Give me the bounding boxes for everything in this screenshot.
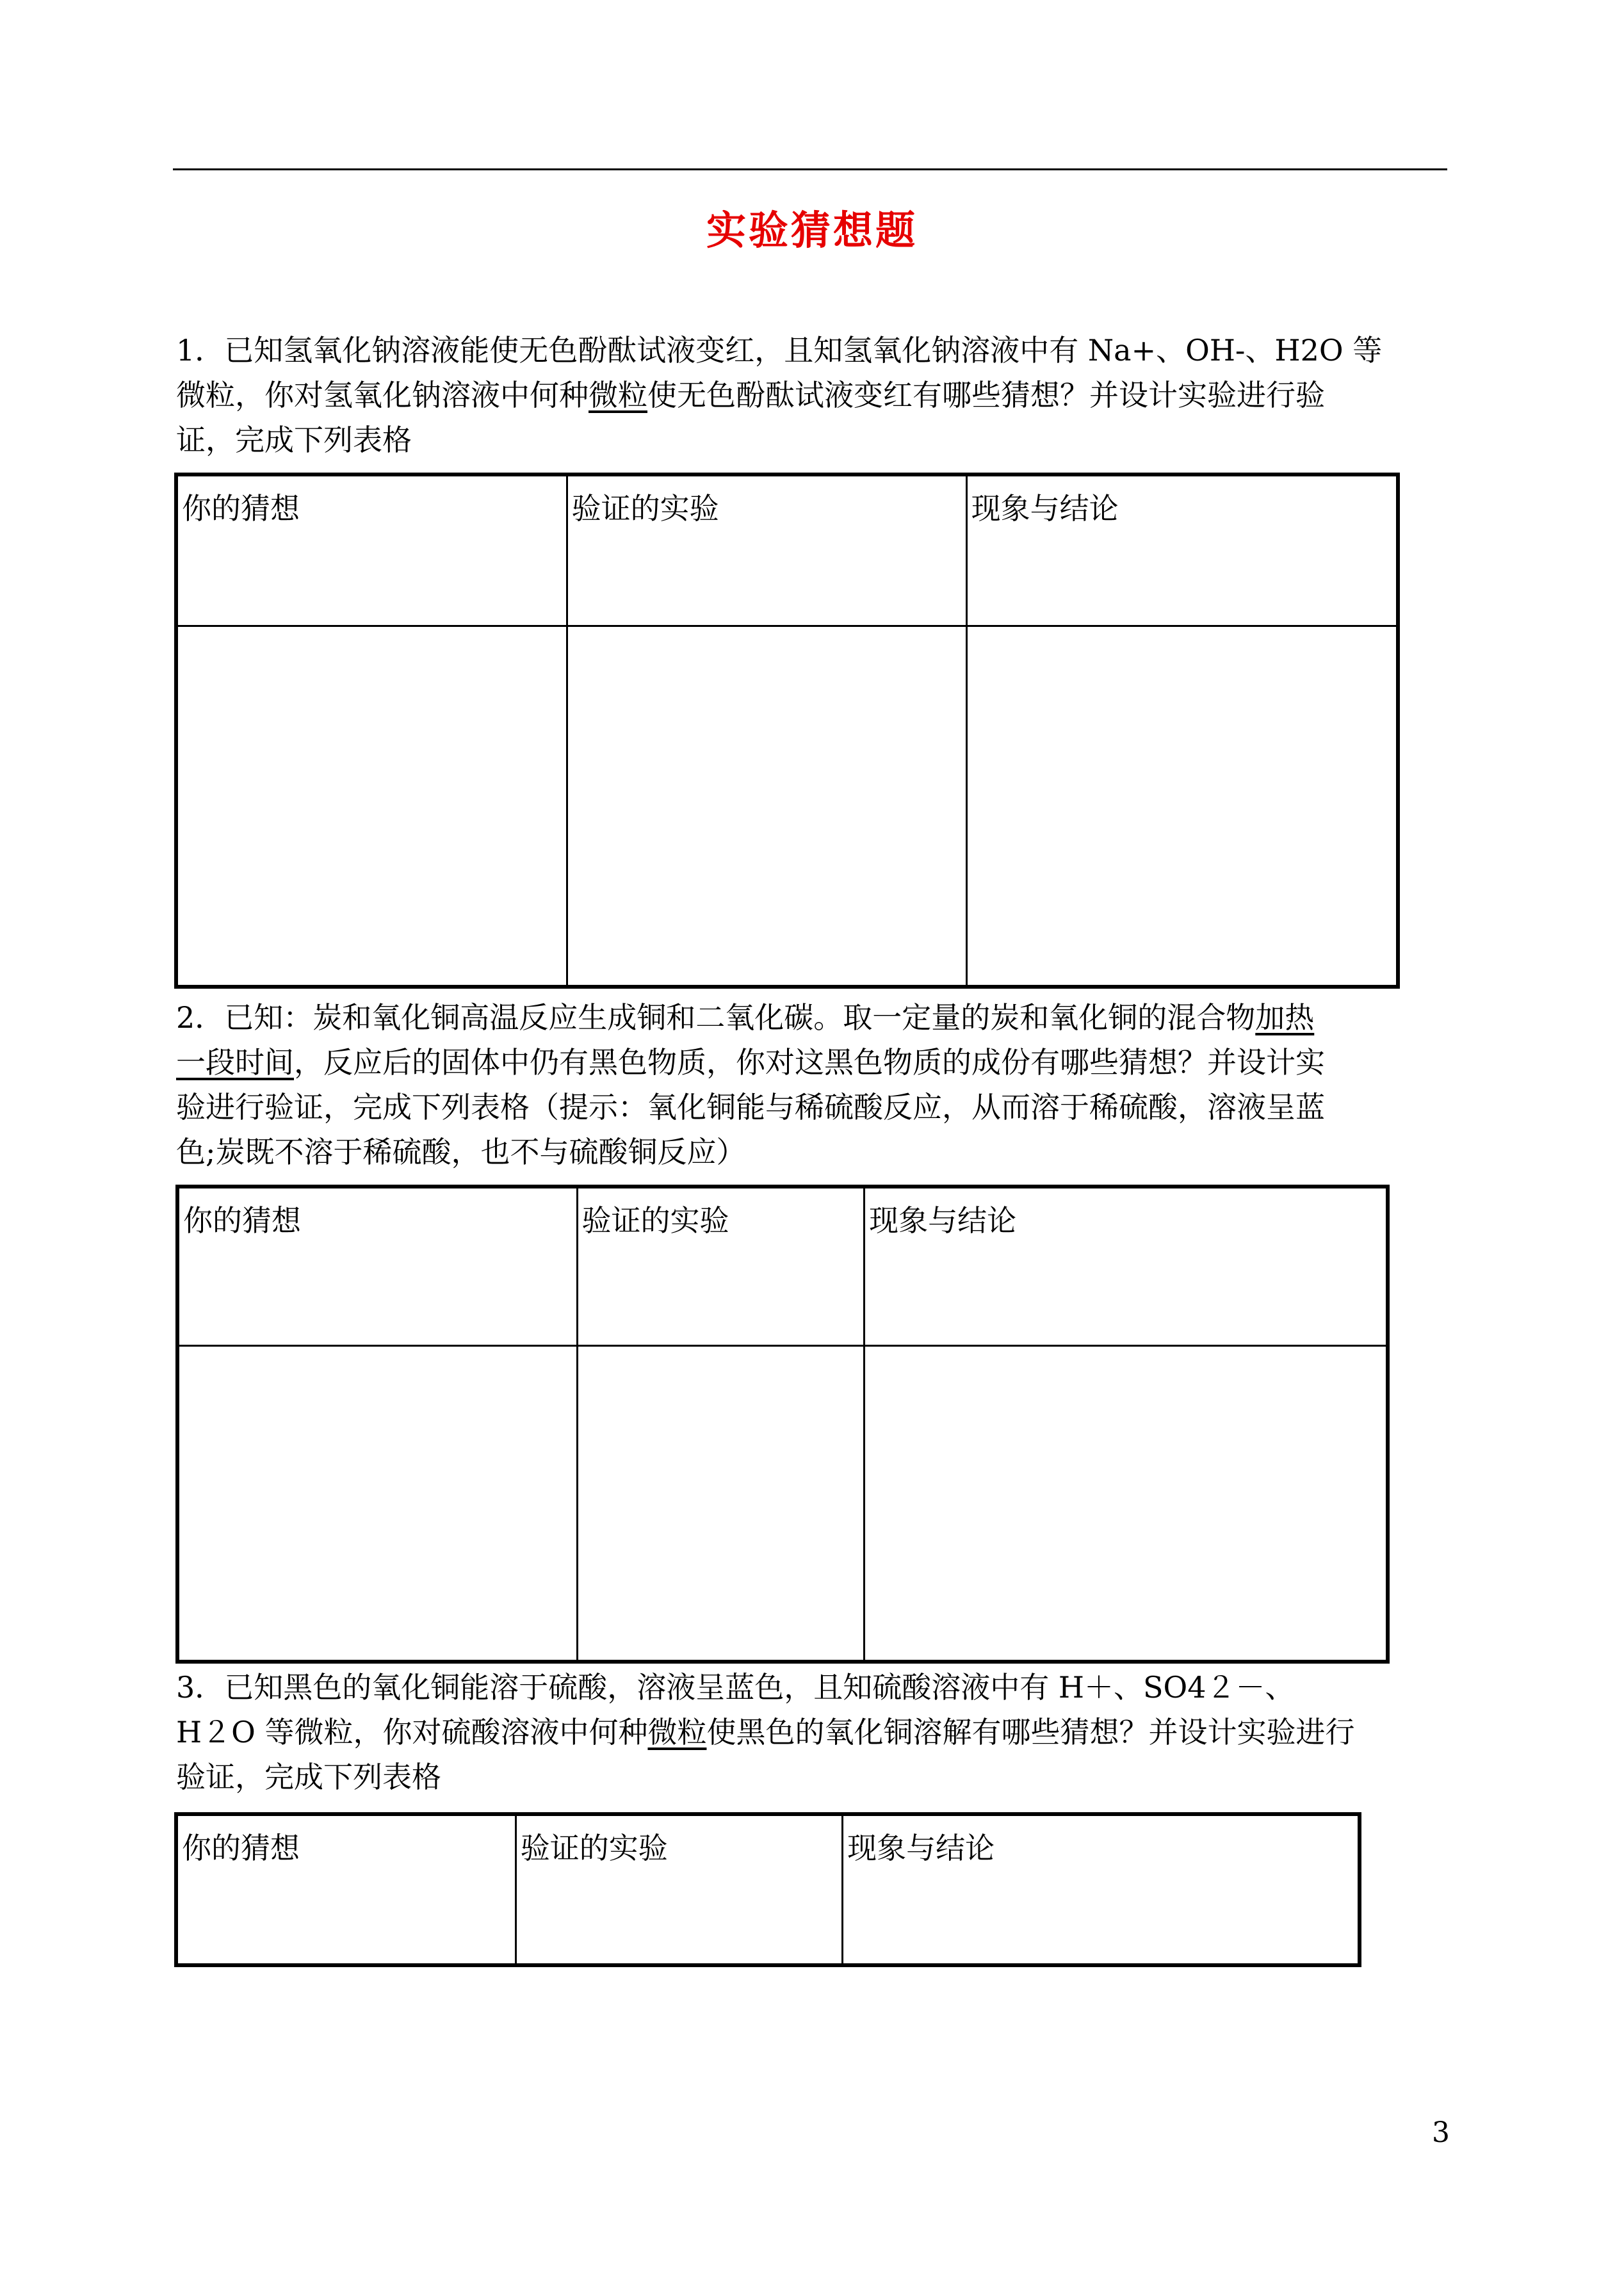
header-cell-guess: 你的猜想 bbox=[176, 1814, 516, 1965]
header-cell-conclusion: 现象与结论 bbox=[966, 474, 1398, 626]
question-3 bbox=[176, 1665, 1457, 1799]
table-row bbox=[176, 474, 1398, 626]
q2-line-3: 验进行验证，完成下列表格（提示：氧化铜能与稀硫酸反应，从而溶于稀硫酸，溶液呈蓝 bbox=[176, 1090, 1325, 1124]
q3-line-3: 验证，完成下列表格 bbox=[176, 1760, 441, 1794]
answer-cell[interactable] bbox=[865, 1345, 1388, 1662]
answer-cell[interactable] bbox=[177, 1345, 577, 1662]
answer-cell[interactable] bbox=[567, 626, 966, 987]
q1-line-3: 证，完成下列表格 bbox=[176, 423, 412, 457]
q2-line-4: 色;炭既不溶于稀硫酸，也不与硫酸铜反应） bbox=[176, 1135, 746, 1169]
table-1 bbox=[174, 473, 1400, 989]
answer-cell[interactable] bbox=[176, 626, 567, 987]
question-2 bbox=[176, 995, 1457, 1174]
header-cell-experiment: 验证的实验 bbox=[577, 1187, 865, 1345]
header-cell-guess: 你的猜想 bbox=[177, 1187, 577, 1345]
header-cell-conclusion: 现象与结论 bbox=[865, 1187, 1388, 1345]
header-rule bbox=[173, 168, 1447, 170]
question-1 bbox=[176, 328, 1457, 462]
answer-cell[interactable] bbox=[577, 1345, 865, 1662]
table-row bbox=[177, 1345, 1388, 1662]
q2-line-2: 一段时间，反应后的固体中仍有黑色物质，你对这黑色物质的成份有哪些猜想？并设计实 bbox=[176, 1045, 1325, 1080]
page-number: 3 bbox=[1432, 2116, 1450, 2149]
table-row bbox=[176, 626, 1398, 987]
page-title: 实验猜想题 bbox=[706, 207, 918, 254]
header-cell-experiment: 验证的实验 bbox=[516, 1814, 842, 1965]
header-cell-conclusion: 现象与结论 bbox=[843, 1814, 1360, 1965]
header-cell-guess: 你的猜想 bbox=[176, 474, 567, 626]
q3-line-2: H２O 等微粒，你对硫酸溶液中何种微粒使黑色的氧化铜溶解有哪些猜想？并设计实验进行 bbox=[176, 1715, 1355, 1749]
q1-line-2: 微粒，你对氢氧化钠溶液中何种微粒使无色酚酞试液变红有哪些猜想？并设计实验进行验 bbox=[176, 378, 1325, 412]
header-cell-experiment: 验证的实验 bbox=[567, 474, 966, 626]
q2-line-1: 2．已知：炭和氧化铜高温反应生成铜和二氧化碳。取一定量的炭和氧化铜的混合物加热 bbox=[176, 1000, 1315, 1035]
q1-line-1: 1．已知氢氧化钠溶液能使无色酚酞试液变红，且知氢氧化钠溶液中有 Na+、OH-、H2O 等 bbox=[176, 333, 1383, 368]
table-3 bbox=[174, 1812, 1361, 1967]
table-row bbox=[177, 1187, 1388, 1345]
table-2 bbox=[175, 1185, 1390, 1664]
table-row bbox=[176, 1814, 1360, 1965]
q3-line-1: 3．已知黑色的氧化铜能溶于硫酸，溶液呈蓝色，且知硫酸溶液中有 H＋、SO4２－、 bbox=[176, 1670, 1295, 1705]
answer-cell[interactable] bbox=[966, 626, 1398, 987]
